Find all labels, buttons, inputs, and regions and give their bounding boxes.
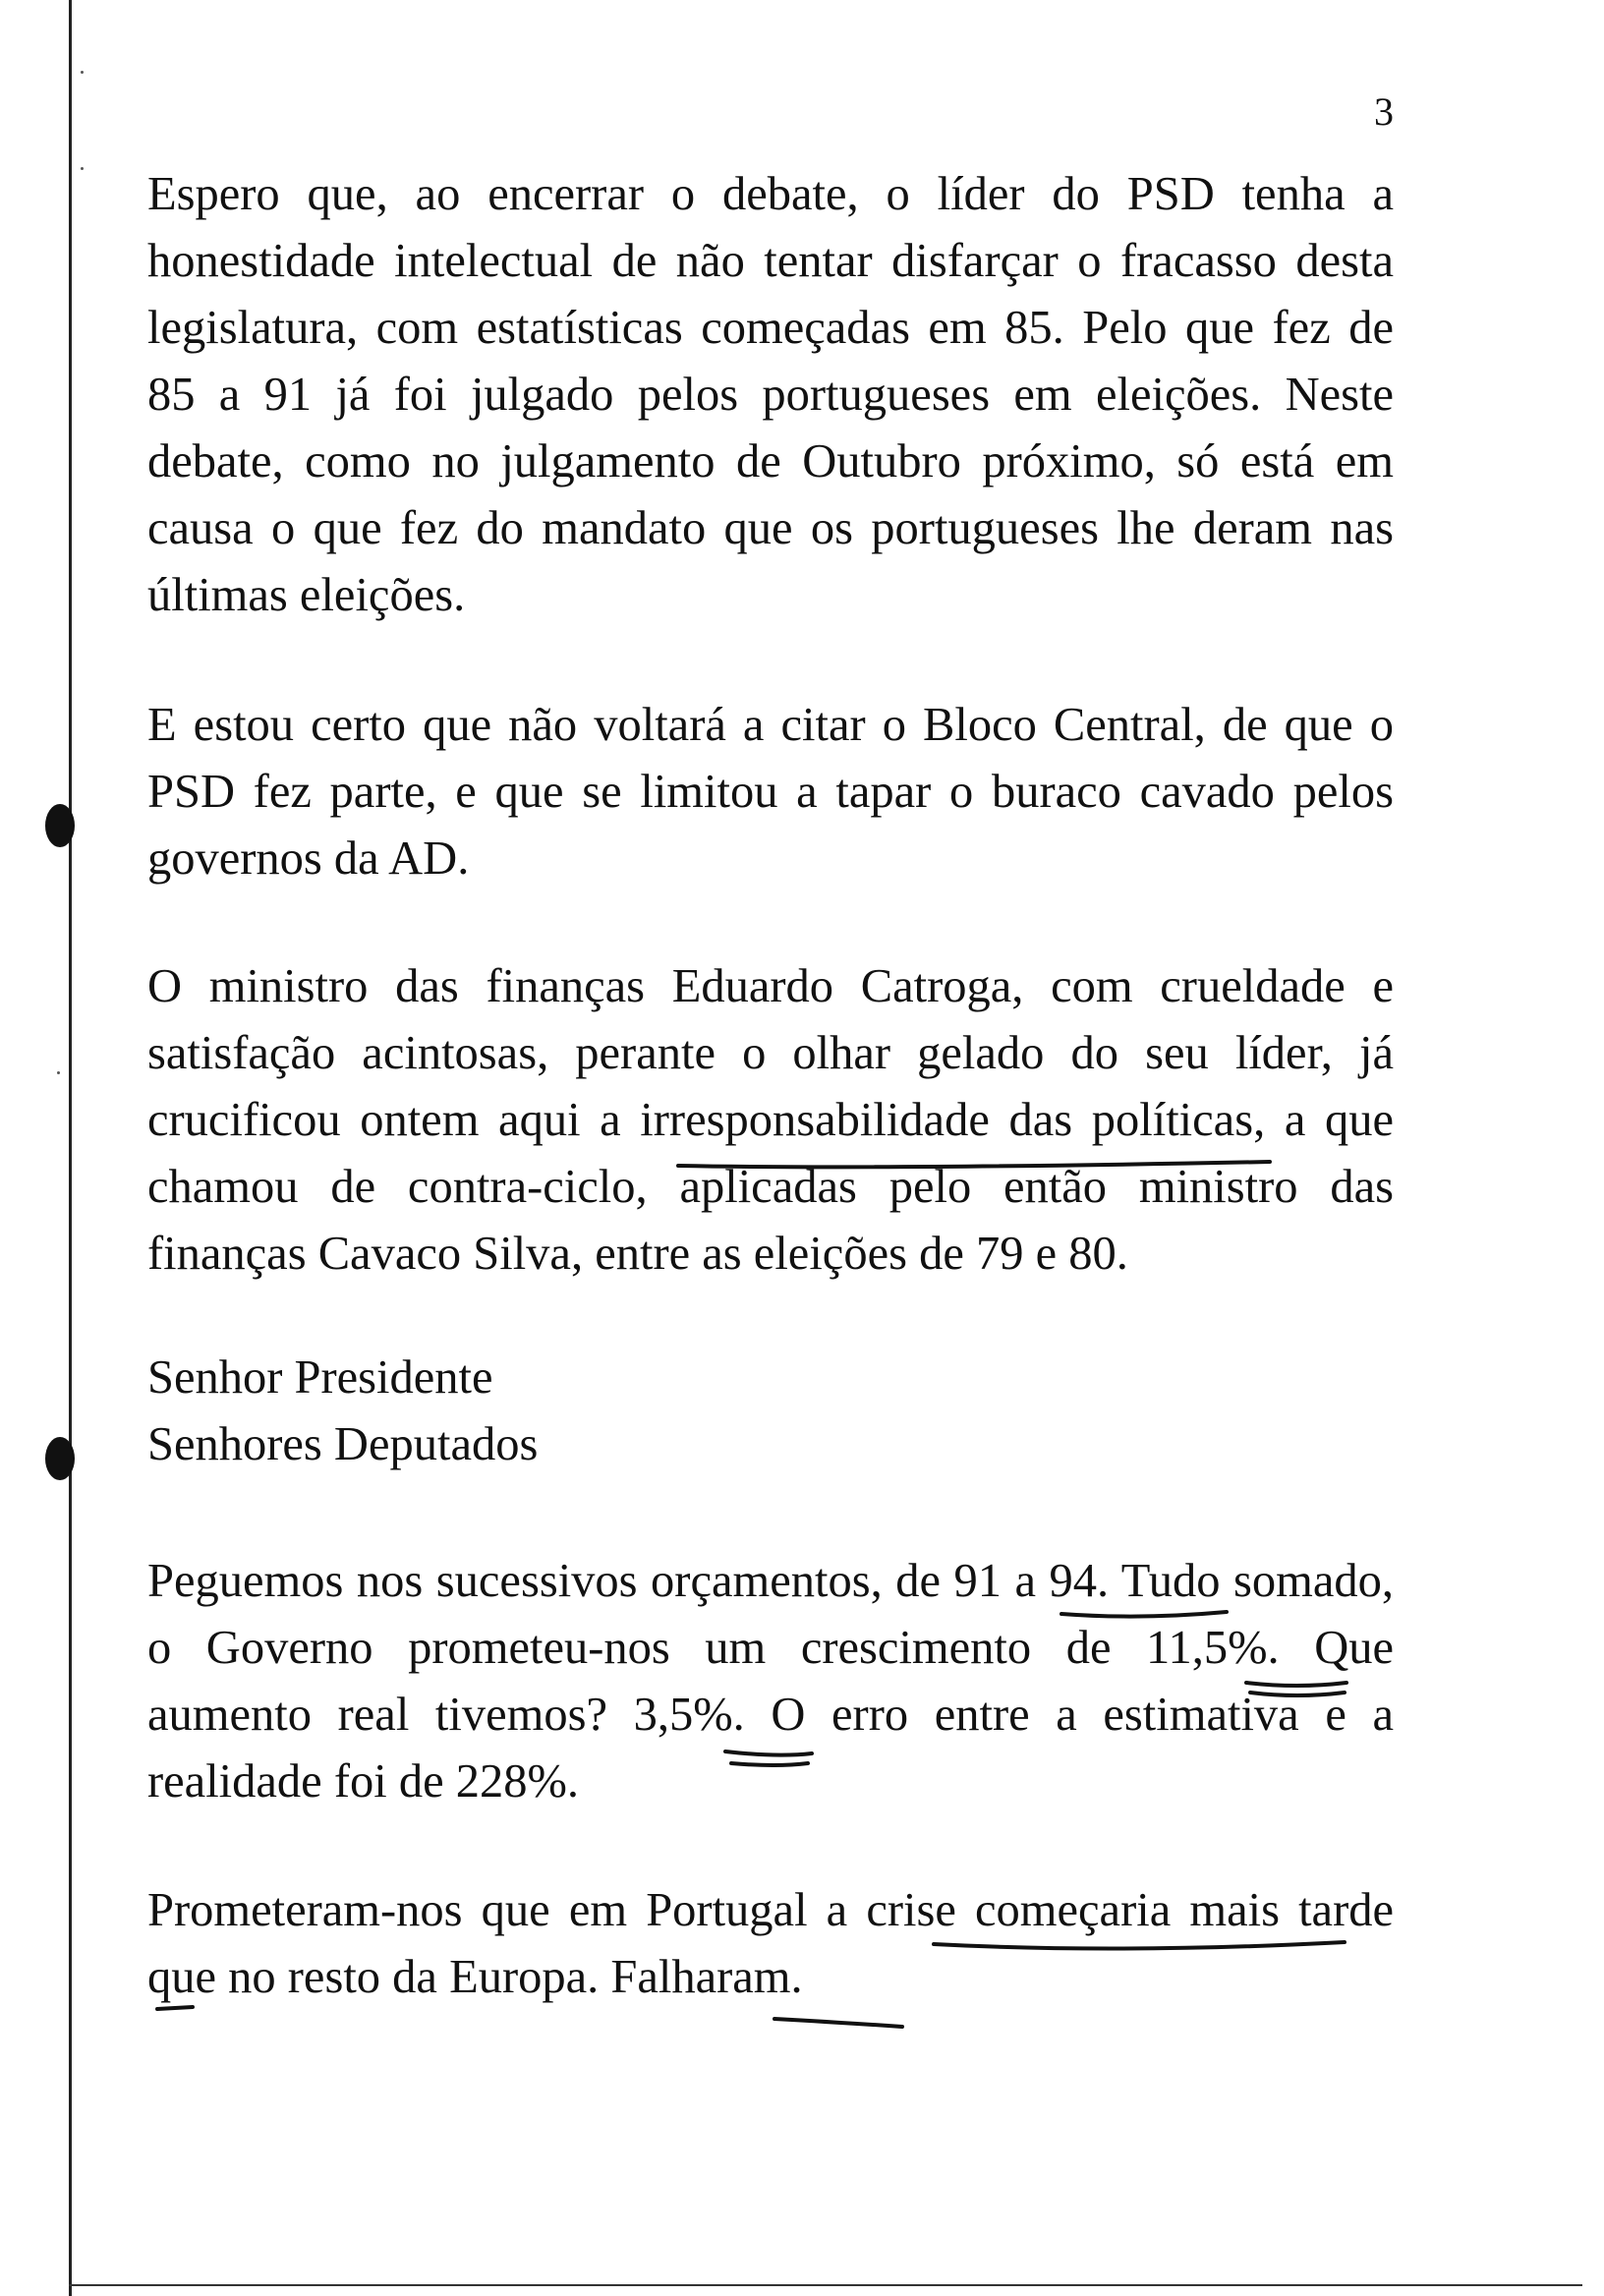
page-left-border	[69, 0, 72, 2296]
underline-mark	[774, 2019, 902, 2027]
punch-hole	[45, 1437, 75, 1480]
paragraph: E estou certo que não voltará a citar o Bloco Central, de que o PSD fez parte, e que se limitou a tapar o buraco cavado pelos governos da AD.	[147, 699, 1394, 885]
punch-hole	[45, 804, 75, 847]
scan-speck	[81, 71, 84, 74]
paragraph: O ministro das finanças Eduardo Catroga, com crueldade e satisfação acintosas, perante o olhar gelado do seu líder, já crucificou ontem aqui a irresponsabilidade das políticas, a que chamou de contra-ciclo, aplicadas pelo então ministro das finanças Cavaco Silva, entre as eleições de 79 e 80.	[147, 960, 1394, 1280]
scan-speck	[57, 1071, 60, 1074]
paragraph: Peguemos nos sucessivos orçamentos, de 91 a 94. Tudo somado, o Governo prometeu-nos um crescimento de 11,5%. Que aumento real tivemos? 3,5%. O erro entre a estimativa e a realidade foi de 228%.	[147, 1555, 1394, 1808]
salutation-line: Senhores Deputados	[147, 1418, 539, 1470]
page-bottom-border	[69, 2284, 1582, 2286]
salutation-line: Senhor Presidente	[147, 1351, 493, 1404]
scan-speck	[81, 167, 84, 170]
paragraph: Espero que, ao encerrar o debate, o líder do PSD tenha a honestidade intelectual de não tentar disfarçar o fracasso desta legislatura, com estatísticas começadas em 85. Pelo que fez de 85 a 91 já foi julgado pelos portugueses em eleições. Neste debate, como no julgamento de Outubro próximo, só está em causa o que fez do mandato que os portugueses lhe deram nas últimas eleições.	[147, 168, 1394, 621]
page-number: 3	[1374, 89, 1394, 134]
salutation	[147, 1345, 1394, 1478]
paragraph: Prometeram-nos que em Portugal a crise começaria mais tarde que no resto da Europa. Falharam.	[147, 1884, 1394, 2003]
